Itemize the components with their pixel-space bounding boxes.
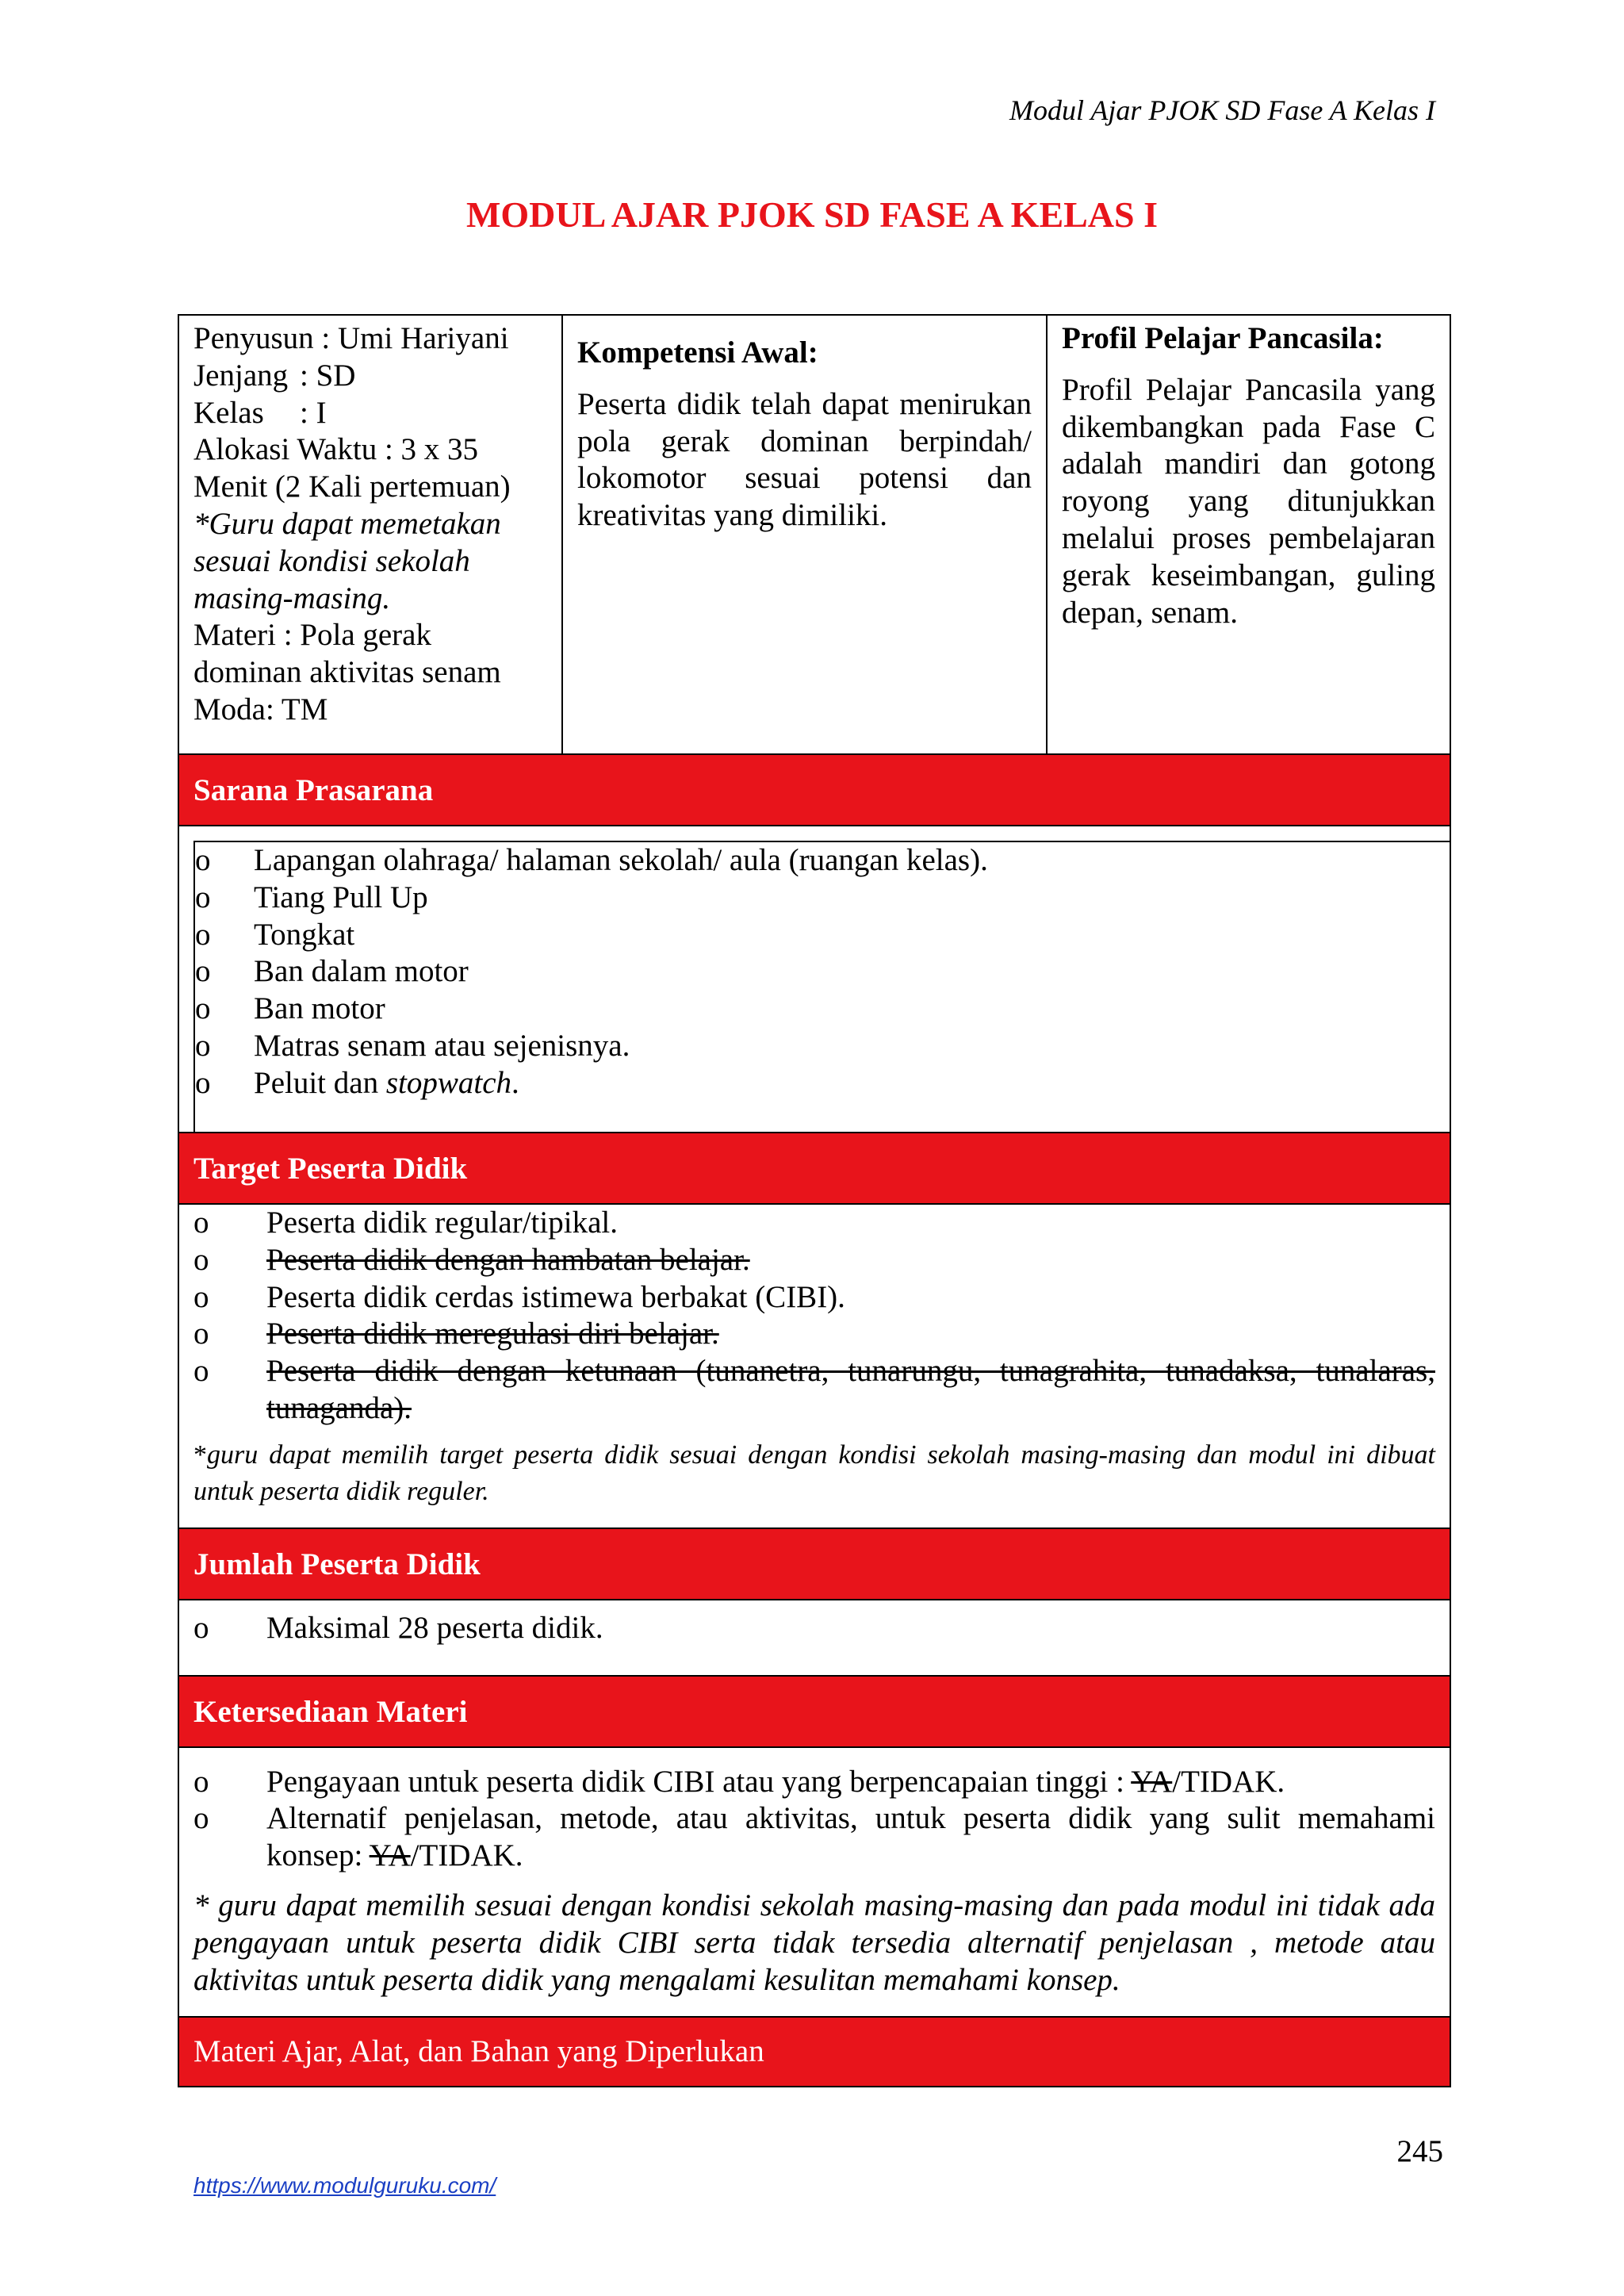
identity-cell [179,316,563,753]
list-item [195,1028,1450,1065]
page-number: 245 [1396,2134,1443,2168]
list-item [195,917,1450,954]
bullet-icon: o [193,1354,209,1389]
bullet-icon: o [193,1764,209,1799]
website-link[interactable]: https://www.modulguruku.com/ [193,2173,496,2198]
bullet-icon: o [195,880,211,914]
kompetensi-text: Peserta didik telah dapat menirukan pola gerak dominan berpindah/ lokomotor sesuai potensi dan kreativitas yang dimiliki. [577,386,1032,533]
target-note [193,1437,1435,1510]
target-item-text-struck: Peserta didik dengan ketunaan (tunanetra, tunarungu, tunagrahita, tunadaksa, tunalaras, tunaganda). [266,1354,1435,1425]
bullet-icon: o [193,1205,209,1240]
kompetensi-cell [563,316,1048,753]
guru-note: *Guru dapat memetakan sesuai kondisi sekolah masing-masing. [193,506,501,615]
list-item [193,1316,1435,1353]
sarana-item-text: Lapangan olahraga/ halaman sekolah/ aula (ruangan kelas). [254,843,988,877]
materi-ajar-heading: Materi Ajar, Alat, dan Bahan yang Diperlukan [179,2018,1450,2086]
list-item [195,991,1450,1028]
list-item [195,1065,1450,1102]
ketersediaan-item-suffix: /TIDAK. [1172,1764,1285,1799]
bullet-icon: o [195,843,211,877]
list-item [193,1205,1435,1242]
jenjang-row [193,358,547,395]
penyusun-text: Penyusun : Umi Hariyani [193,321,509,355]
ketersediaan-item-prefix: Alternatif penjelasan, metode, atau aktivitas, untuk peserta didik yang sulit memahami konsep: [266,1801,1435,1873]
document-title: MODUL AJAR PJOK SD FASE A KELAS I [465,194,1159,235]
list-item [193,1353,1435,1428]
sarana-item-text-prefix: Peluit dan [254,1065,386,1100]
list-item [193,1242,1435,1279]
ketersediaan-heading: Ketersediaan Materi [179,1677,1450,1748]
target-item-text: Peserta didik cerdas istimewa berbakat (CIBI). [266,1279,845,1314]
list-item [193,1279,1435,1317]
profil-heading: Profil Pelajar Pancasila: [1062,321,1384,355]
profil-text: Profil Pelajar Pancasila yang dikembangkan pada Fase C adalah mandiri dan gotong royong yang ditunjukkan melalui proses pembelajaran gerak keseimbangan, guling depan, senam. [1062,372,1435,630]
bullet-icon: o [195,1028,211,1063]
sarana-section [179,841,1450,1133]
jumlah-section [179,1600,1450,1677]
kelas-row [193,395,547,432]
bullet-icon: o [193,1242,209,1277]
bullet-icon: o [195,1065,211,1100]
note-asterisk: * [193,1439,207,1470]
moda-text: Moda: TM [193,692,328,726]
sarana-item-text: Ban dalam motor [254,954,469,989]
profil-cell [1048,316,1450,753]
materi-text: Materi : Pola gerak dominan aktivitas senam [193,618,501,690]
target-list [193,1205,1435,1428]
bullet-icon: o [193,1801,209,1836]
ketersediaan-item-struck: YA [369,1838,411,1873]
bullet-icon: o [195,954,211,989]
bullet-icon: o [195,917,211,952]
target-item-text: Peserta didik regular/tipikal. [266,1205,618,1240]
alokasi-text: Alokasi Waktu : 3 x 35 Menit (2 Kali pertemuan) [193,432,511,504]
jenjang-value: : SD [300,358,356,393]
jenjang-label: Jenjang [193,358,289,393]
target-item-text-struck: Peserta didik dengan hambatan belajar. [266,1242,750,1277]
kelas-value: : I [300,395,327,430]
kompetensi-heading: Kompetensi Awal: [577,335,818,370]
list-item [195,880,1450,917]
jumlah-item-text: Maksimal 28 peserta didik. [266,1610,603,1645]
identity-row [179,316,1450,755]
ketersediaan-item-struck: YA [1131,1764,1173,1799]
module-table [178,314,1451,2087]
list-item [193,1800,1435,1875]
sarana-item-text-italic: stopwatch [385,1065,511,1100]
bullet-icon: o [195,991,211,1026]
list-item [193,1764,1435,1801]
ketersediaan-list [193,1764,1435,1875]
sarana-heading: Sarana Prasarana [179,755,1450,826]
target-item-text-struck: Peserta didik meregulasi diri belajar. [266,1317,719,1351]
kelas-label: Kelas [193,395,264,430]
ketersediaan-item-suffix: /TIDAK. [410,1838,523,1873]
ketersediaan-section [179,1748,1450,2018]
jumlah-heading: Jumlah Peserta Didik [179,1529,1450,1600]
list-item [193,1610,1435,1647]
sarana-item-text: Tiang Pull Up [254,880,428,914]
target-section [179,1205,1450,1529]
list-item [195,842,1450,880]
target-heading: Target Peserta Didik [179,1133,1450,1205]
list-item [195,953,1450,991]
jumlah-list [193,1610,1435,1647]
bullet-icon: o [193,1610,209,1645]
ketersediaan-item-prefix: Pengayaan untuk peserta didik CIBI atau yang berpencapaian tinggi : [266,1764,1132,1799]
sarana-item-text-suffix: . [511,1065,519,1100]
running-header: Modul Ajar PJOK SD Fase A Kelas I [1009,94,1435,126]
sarana-list [193,841,1451,1132]
sarana-item-text: Matras senam atau sejenisnya. [254,1028,630,1063]
sarana-item-text: Tongkat [254,917,355,952]
sarana-item-text: Ban motor [254,991,385,1026]
target-note-text: guru dapat memilih target peserta didik sesuai dengan kondisi sekolah masing-masing dan modul ini dibuat untuk peserta didik reguler. [193,1439,1435,1506]
bullet-icon: o [193,1317,209,1351]
bullet-icon: o [193,1279,209,1314]
ketersediaan-note: * guru dapat memilih sesuai dengan kondisi sekolah masing-masing dan pada modul ini tidak ada pengayaan untuk peserta didik CIBI serta tidak tersedia alternatif penjelasan , metode atau aktivitas untuk peserta didik yang mengalami kesulitan memahami konsep. [193,1888,1435,1997]
